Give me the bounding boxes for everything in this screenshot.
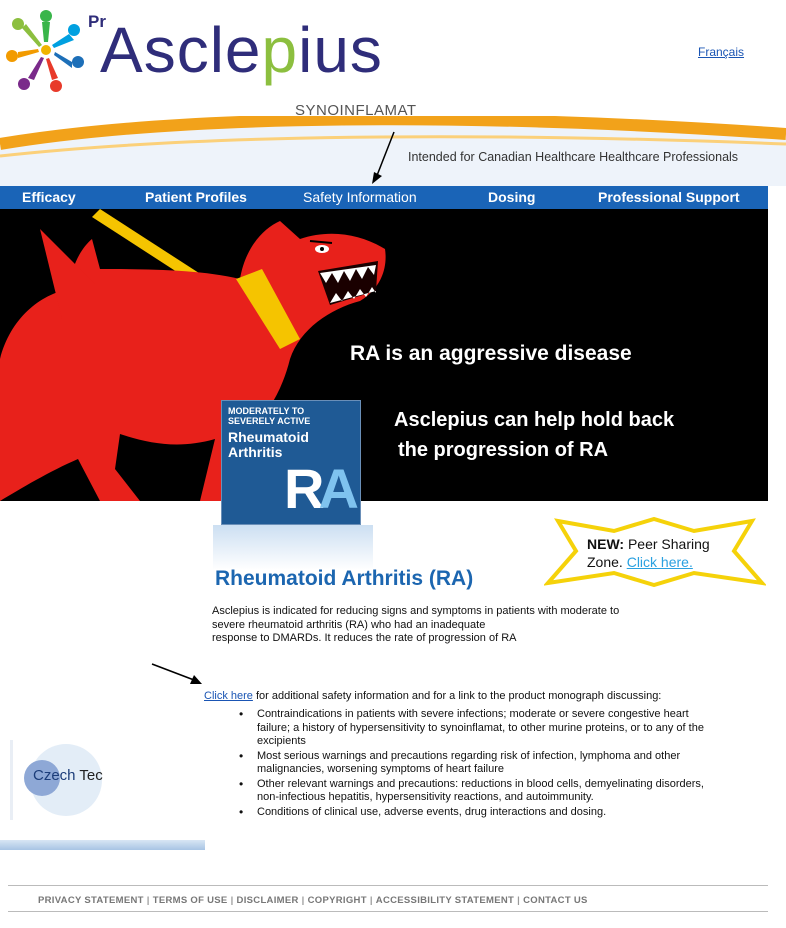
footer-divider	[8, 911, 768, 912]
nav-safety-information[interactable]: Safety Information	[303, 189, 417, 205]
nav-professional-support[interactable]: Professional Support	[598, 189, 740, 205]
language-toggle-link[interactable]: Français	[698, 45, 745, 59]
footer-accessibility-link[interactable]: ACCESSIBILITY STATEMENT	[375, 895, 515, 906]
main-nav	[0, 186, 768, 209]
audience-notice: Intended for Canadian Healthcare Healthcare Professionals	[408, 150, 739, 164]
list-item: • Most serious warnings and precautions regarding risk of infection, lymphoma and other malignancies, worsening symptoms of heart failure	[239, 750, 714, 777]
section-title: Rheumatoid Arthritis (RA)	[215, 567, 474, 590]
list-item: • Other relevant warnings and precautions: reductions in blood cells, demyelinating disorders, non-infectious hepatitis, hypersensitivity reactions, and autoimmunity.	[239, 778, 714, 805]
monograph-topics-list	[239, 708, 714, 820]
nav-efficacy[interactable]: Efficacy	[22, 189, 76, 205]
footer-accent-band	[0, 840, 205, 850]
product-name: SYNOINFLAMAT	[295, 102, 417, 119]
pr-superscript: Pr	[88, 12, 106, 31]
footer-links: PRIVACY STATEMENT | TERMS OF USE | DISCLAIMER | COPYRIGHT | ACCESSIBILITY STATEMENT | CONTACT US	[38, 895, 588, 906]
annotation-arrow-icon	[364, 128, 404, 188]
nav-dosing[interactable]: Dosing	[488, 189, 536, 205]
hero-banner	[0, 209, 768, 501]
annotation-arrow-icon	[150, 660, 206, 688]
ra-badge-logo: RA	[284, 457, 353, 520]
hero-subheadline: Asclepius can help hold back the progression of RA	[394, 409, 675, 461]
footer-divider	[8, 885, 768, 886]
safety-info-link[interactable]: Click here	[204, 690, 253, 702]
hero-headline: RA is an aggressive disease	[350, 342, 632, 365]
indication-paragraph: Asclepius is indicated for reducing signs and symptoms in patients with moderate to severe rheumatoid arthritis (RA) who had an inadequate response to DMARDs. It reduces the rate of progression of RA	[212, 605, 620, 644]
asclepius-logo-icon	[6, 8, 86, 92]
safety-info-line: Click here for additional safety information and for a link to the product monograph discussing:	[204, 690, 662, 702]
brand-wordmark: Asclepius	[100, 14, 383, 86]
sponsor-logo-text: Czech Tec	[33, 767, 103, 784]
footer-privacy-link[interactable]: PRIVACY STATEMENT	[38, 895, 144, 906]
footer-terms-link[interactable]: TERMS OF USE	[152, 895, 228, 906]
ra-badge-disease: Rheumatoid Arthritis	[228, 429, 309, 460]
ra-badge-reflection	[213, 525, 373, 570]
list-item: • Conditions of clinical use, adverse events, drug interactions and dosing.	[239, 806, 714, 820]
ra-badge-severity: MODERATELY TO SEVERELY ACTIVE	[228, 406, 311, 426]
nav-patient-profiles[interactable]: Patient Profiles	[145, 189, 247, 205]
footer-copyright-link[interactable]: COPYRIGHT	[307, 895, 367, 906]
ra-badge	[221, 400, 361, 525]
footer-disclaimer-link[interactable]: DISCLAIMER	[236, 895, 299, 906]
peer-sharing-link[interactable]: Click here.	[626, 554, 693, 570]
list-item: • Contraindications in patients with severe infections; moderate or severe congestive heart failure; a history of hypersensitivity to synoinflamat, to other murine proteins, or to any of the excipients	[239, 708, 714, 749]
footer-contact-link[interactable]: CONTACT US	[523, 895, 588, 906]
peer-sharing-promo: NEW: Peer Sharing Zone. Click here.	[587, 536, 710, 570]
